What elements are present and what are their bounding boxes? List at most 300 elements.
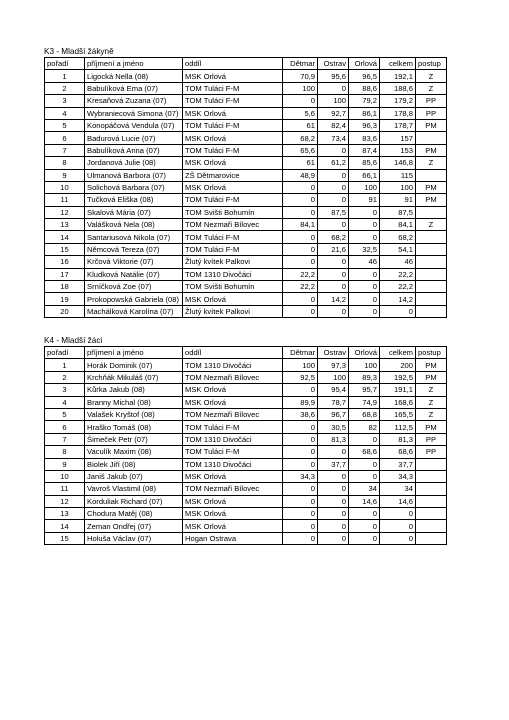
name-cell: Srníčková Zoe (07) [85,281,183,293]
name-cell: Vaculík Maxim (08) [85,446,183,458]
table-row [45,70,447,82]
name-cell: Babulíková Anna (07) [85,144,183,156]
ostrava-score-cell: 0 [318,281,349,293]
detmar-score-cell: 38,6 [283,408,318,420]
total-cell: 87,5 [380,206,416,218]
rank-cell: 11 [45,483,85,495]
ostrava-score-cell: 37,7 [318,458,349,470]
club-cell: MSK Orlová [183,70,283,82]
club-cell: TOM Tuláci F-M [183,95,283,107]
header-ostrava: Ostrav [318,347,349,359]
orlova-score-cell: 14,6 [349,495,380,507]
club-cell: ZŠ Dětmarovice [183,169,283,181]
table-row [45,305,447,317]
name-cell: Babulíková Ema (07) [85,82,183,94]
orlova-score-cell: 0 [349,293,380,305]
orlova-score-cell: 88,6 [349,82,380,94]
orlova-score-cell: 100 [349,359,380,371]
ostrava-score-cell: 82,4 [318,119,349,131]
section-title: K4 - Mladší žáci [44,336,103,345]
name-cell: Krchňák Mikuláš (07) [85,371,183,383]
advance-cell [416,169,447,181]
table-row [45,95,447,107]
detmar-score-cell: 100 [283,359,318,371]
table-row [45,144,447,156]
club-cell: MSK Orlová [183,293,283,305]
detmar-score-cell: 61 [283,157,318,169]
club-cell: TOM Tuláci F-M [183,144,283,156]
orlova-score-cell: 46 [349,256,380,268]
club-cell: TOM Nezmaři Bílovec [183,483,283,495]
detmar-score-cell: 100 [283,82,318,94]
name-cell: Chodura Matěj (08) [85,508,183,520]
orlova-score-cell: 100 [349,181,380,193]
club-cell: MSK Orlová [183,132,283,144]
orlova-score-cell: 96,5 [349,70,380,82]
total-cell: 0 [380,520,416,532]
header-rank: pořadí [45,347,85,359]
name-cell: Kůrka Jakub (08) [85,384,183,396]
name-cell: Zeman Ondřej (07) [85,520,183,532]
table-row [45,132,447,144]
total-cell: 22,2 [380,268,416,280]
advance-cell [416,132,447,144]
table-row [45,243,447,255]
advance-cell: Z [416,408,447,420]
club-cell: TOM Tuláci F-M [183,231,283,243]
ostrava-score-cell: 73,4 [318,132,349,144]
ostrava-score-cell: 0 [318,470,349,482]
total-cell: 37,7 [380,458,416,470]
total-cell: 34,3 [380,470,416,482]
ostrava-score-cell: 0 [318,82,349,94]
orlova-score-cell: 95,7 [349,384,380,396]
detmar-score-cell: 0 [283,305,318,317]
total-cell: 0 [380,508,416,520]
rank-cell: 10 [45,181,85,193]
rank-cell: 20 [45,305,85,317]
total-cell: 146,8 [380,157,416,169]
club-cell: TOM Svišti Bohumín [183,281,283,293]
detmar-score-cell: 0 [283,194,318,206]
detmar-score-cell: 0 [283,206,318,218]
rank-cell: 3 [45,95,85,107]
table-row [45,520,447,532]
club-cell: TOM 1310 Divočáci [183,458,283,470]
orlova-score-cell: 79,2 [349,95,380,107]
rank-cell: 5 [45,408,85,420]
orlova-score-cell: 87,4 [349,144,380,156]
rank-cell: 10 [45,470,85,482]
name-cell: Kludková Natálie (07) [85,268,183,280]
rank-cell: 15 [45,243,85,255]
header-rank: pořadí [45,58,85,70]
table-row [45,256,447,268]
rank-cell: 7 [45,144,85,156]
advance-cell: PM [416,144,447,156]
ostrava-score-cell: 61,2 [318,157,349,169]
rank-cell: 18 [45,281,85,293]
rank-cell: 4 [45,396,85,408]
detmar-score-cell: 0 [283,520,318,532]
orlova-score-cell: 32,5 [349,243,380,255]
ostrava-score-cell: 0 [318,532,349,544]
total-cell: 14,6 [380,495,416,507]
header-club: oddíl [183,347,283,359]
total-cell: 191,1 [380,384,416,396]
name-cell: Valašek Kryštof (08) [85,408,183,420]
rank-cell: 9 [45,458,85,470]
total-cell: 165,5 [380,408,416,420]
advance-cell: Z [416,219,447,231]
ostrava-score-cell: 0 [318,508,349,520]
rank-cell: 17 [45,268,85,280]
detmar-score-cell: 70,9 [283,70,318,82]
club-cell: MSK Orlová [183,107,283,119]
table-row [45,532,447,544]
detmar-score-cell: 0 [283,95,318,107]
table-row [45,219,447,231]
name-cell: Horák Dominik (07) [85,359,183,371]
advance-cell: PP [416,107,447,119]
table-row [45,206,447,218]
rank-cell: 14 [45,520,85,532]
detmar-score-cell: 0 [283,532,318,544]
name-cell: Konopáčová Vendula (07) [85,119,183,131]
name-cell: Ligocká Nella (08) [85,70,183,82]
club-cell: TOM 1310 Divočáci [183,433,283,445]
advance-cell: PM [416,371,447,383]
table-row [45,408,447,420]
detmar-score-cell: 89,9 [283,396,318,408]
total-cell: 68,6 [380,446,416,458]
club-cell: MSK Orlová [183,157,283,169]
header-detmar: Dětmar [283,347,318,359]
advance-cell [416,231,447,243]
total-cell: 54,1 [380,243,416,255]
ostrava-score-cell: 0 [318,495,349,507]
name-cell: Hraško Tomáš (08) [85,421,183,433]
club-cell: TOM Tuláci F-M [183,446,283,458]
advance-cell [416,281,447,293]
ostrava-score-cell: 81,3 [318,433,349,445]
header-total: celkem [380,347,416,359]
detmar-score-cell: 0 [283,231,318,243]
advance-cell: PM [416,194,447,206]
orlova-score-cell: 0 [349,305,380,317]
header-name: příjmení a jméno [85,347,183,359]
detmar-score-cell: 0 [283,421,318,433]
ostrava-score-cell: 87,5 [318,206,349,218]
advance-cell [416,293,447,305]
rank-cell: 5 [45,119,85,131]
club-cell: MSK Orlová [183,495,283,507]
table-row [45,458,447,470]
detmar-score-cell: 0 [283,458,318,470]
section-title: K3 - Mladší žákyně [44,47,114,56]
ostrava-score-cell: 95,4 [318,384,349,396]
club-cell: MSK Orlová [183,396,283,408]
table-row [45,231,447,243]
detmar-score-cell: 34,3 [283,470,318,482]
detmar-score-cell: 65,6 [283,144,318,156]
ostrava-score-cell: 0 [318,219,349,231]
name-cell: Biolek Jiří (08) [85,458,183,470]
rank-cell: 15 [45,532,85,544]
ostrava-score-cell: 68,2 [318,231,349,243]
ostrava-score-cell: 78,7 [318,396,349,408]
orlova-score-cell: 0 [349,470,380,482]
orlova-score-cell: 0 [349,520,380,532]
club-cell: TOM Svišti Bohumín [183,206,283,218]
table-row [45,359,447,371]
club-cell: TOM Nezmaři Bílovec [183,219,283,231]
total-cell: 0 [380,305,416,317]
header-detmar: Dětmar [283,58,318,70]
ostrava-score-cell: 0 [318,194,349,206]
orlova-score-cell: 83,6 [349,132,380,144]
advance-cell: PP [416,95,447,107]
club-cell: TOM Tuláci F-M [183,82,283,94]
ostrava-score-cell: 0 [318,268,349,280]
detmar-score-cell: 0 [283,384,318,396]
name-cell: Tučková Eliška (08) [85,194,183,206]
club-cell: Hogan Ostrava [183,532,283,544]
total-cell: 179,2 [380,95,416,107]
advance-cell [416,532,447,544]
detmar-score-cell: 5,6 [283,107,318,119]
orlova-score-cell: 89,3 [349,371,380,383]
ostrava-score-cell: 100 [318,371,349,383]
advance-cell: PM [416,359,447,371]
club-cell: TOM Tuláci F-M [183,119,283,131]
rank-cell: 13 [45,508,85,520]
total-cell: 153 [380,144,416,156]
rank-cell: 14 [45,231,85,243]
table-row [45,169,447,181]
name-cell: Machálková Karolína (07) [85,305,183,317]
name-cell: Němcová Tereza (07) [85,243,183,255]
detmar-score-cell: 0 [283,495,318,507]
name-cell: Branny Michal (08) [85,396,183,408]
orlova-score-cell: 0 [349,268,380,280]
name-cell: Krčová Viktorie (07) [85,256,183,268]
rank-cell: 1 [45,70,85,82]
total-cell: 115 [380,169,416,181]
results-k3-section [44,47,447,318]
total-cell: 188,6 [380,82,416,94]
club-cell: MSK Orlová [183,508,283,520]
rank-cell: 2 [45,82,85,94]
ostrava-score-cell: 0 [318,144,349,156]
advance-cell: Z [416,70,447,82]
advance-cell: PM [416,119,447,131]
name-cell: Vavroš Vlastimil (08) [85,483,183,495]
advance-cell [416,508,447,520]
detmar-score-cell: 0 [283,256,318,268]
table-row [45,194,447,206]
total-cell: 200 [380,359,416,371]
club-cell: MSK Orlová [183,384,283,396]
total-cell: 157 [380,132,416,144]
total-cell: 178,8 [380,107,416,119]
advance-cell: Z [416,396,447,408]
orlova-score-cell: 0 [349,433,380,445]
orlova-score-cell: 0 [349,231,380,243]
advance-cell [416,470,447,482]
name-cell: Jordanová Julie (08) [85,157,183,169]
total-cell: 178,7 [380,119,416,131]
total-cell: 22,2 [380,281,416,293]
total-cell: 112,5 [380,421,416,433]
club-cell: TOM Tuláci F-M [183,421,283,433]
advance-cell [416,520,447,532]
header-total: celkem [380,58,416,70]
total-cell: 168,6 [380,396,416,408]
orlova-score-cell: 86,1 [349,107,380,119]
detmar-score-cell: 92,5 [283,371,318,383]
detmar-score-cell: 0 [283,181,318,193]
table-row [45,384,447,396]
rank-cell: 16 [45,256,85,268]
total-cell: 91 [380,194,416,206]
orlova-score-cell: 96,3 [349,119,380,131]
total-cell: 192,5 [380,371,416,383]
advance-cell [416,206,447,218]
rank-cell: 3 [45,384,85,396]
table-row [45,119,447,131]
name-cell: Prokopowská Gabriela (08) [85,293,183,305]
name-cell: Santariusová Nikola (07) [85,231,183,243]
ostrava-score-cell: 92,7 [318,107,349,119]
header-club: oddíl [183,58,283,70]
club-cell: Žlutý kvítek Palkovi [183,256,283,268]
total-cell: 0 [380,532,416,544]
club-cell: TOM Nezmaři Bílovec [183,408,283,420]
header-row [45,58,447,70]
results-table [44,346,447,545]
rank-cell: 7 [45,433,85,445]
name-cell: Šimeček Petr (07) [85,433,183,445]
name-cell: Holuša Václav (07) [85,532,183,544]
advance-cell: PM [416,421,447,433]
name-cell: Wybraniecová Simona (07) [85,107,183,119]
table-row [45,107,447,119]
table-row [45,82,447,94]
advance-cell [416,256,447,268]
name-cell: Valášková Nela (08) [85,219,183,231]
ostrava-score-cell: 30,5 [318,421,349,433]
total-cell: 84,1 [380,219,416,231]
table-row [45,483,447,495]
ostrava-score-cell: 0 [318,181,349,193]
results-k4-section [44,336,447,545]
advance-cell [416,458,447,470]
header-advance: postup [416,58,447,70]
advance-cell: Z [416,157,447,169]
header-name: příjmení a jméno [85,58,183,70]
ostrava-score-cell: 0 [318,169,349,181]
table-row [45,433,447,445]
rank-cell: 2 [45,371,85,383]
ostrava-score-cell: 21,6 [318,243,349,255]
name-cell: Ulmanová Barbora (07) [85,169,183,181]
table-row [45,508,447,520]
ostrava-score-cell: 0 [318,483,349,495]
total-cell: 34 [380,483,416,495]
rank-cell: 6 [45,132,85,144]
club-cell: TOM Nezmaři Bílovec [183,371,283,383]
detmar-score-cell: 48,9 [283,169,318,181]
table-row [45,293,447,305]
table-row [45,371,447,383]
detmar-score-cell: 84,1 [283,219,318,231]
total-cell: 81,3 [380,433,416,445]
rank-cell: 8 [45,446,85,458]
total-cell: 14,2 [380,293,416,305]
orlova-score-cell: 0 [349,281,380,293]
advance-cell [416,483,447,495]
detmar-score-cell: 68,2 [283,132,318,144]
orlova-score-cell: 74,9 [349,396,380,408]
orlova-score-cell: 34 [349,483,380,495]
orlova-score-cell: 0 [349,219,380,231]
orlova-score-cell: 0 [349,206,380,218]
orlova-score-cell: 85,6 [349,157,380,169]
club-cell: MSK Orlová [183,520,283,532]
rank-cell: 19 [45,293,85,305]
detmar-score-cell: 22,2 [283,268,318,280]
advance-cell [416,268,447,280]
rank-cell: 4 [45,107,85,119]
table-row [45,181,447,193]
header-advance: postup [416,347,447,359]
orlova-score-cell: 66,1 [349,169,380,181]
header-row [45,347,447,359]
advance-cell: Z [416,384,447,396]
rank-cell: 12 [45,206,85,218]
detmar-score-cell: 0 [283,433,318,445]
table-row [45,281,447,293]
club-cell: TOM Tuláci F-M [183,243,283,255]
detmar-score-cell: 0 [283,483,318,495]
advance-cell: PP [416,433,447,445]
total-cell: 46 [380,256,416,268]
name-cell: Kresaňová Zuzana (07) [85,95,183,107]
orlova-score-cell: 0 [349,532,380,544]
club-cell: TOM 1310 Divočáci [183,359,283,371]
ostrava-score-cell: 97,3 [318,359,349,371]
advance-cell: Z [416,82,447,94]
detmar-score-cell: 0 [283,293,318,305]
detmar-score-cell: 0 [283,243,318,255]
club-cell: Žlutý kvítek Palkovi [183,305,283,317]
rank-cell: 11 [45,194,85,206]
rank-cell: 12 [45,495,85,507]
rank-cell: 9 [45,169,85,181]
results-table [44,57,447,318]
advance-cell: PP [416,446,447,458]
table-row [45,421,447,433]
rank-cell: 6 [45,421,85,433]
rank-cell: 8 [45,157,85,169]
header-orlova: Orlová [349,58,380,70]
club-cell: MSK Orlová [183,470,283,482]
table-row [45,396,447,408]
orlova-score-cell: 0 [349,458,380,470]
table-row [45,470,447,482]
club-cell: TOM Tuláci F-M [183,194,283,206]
